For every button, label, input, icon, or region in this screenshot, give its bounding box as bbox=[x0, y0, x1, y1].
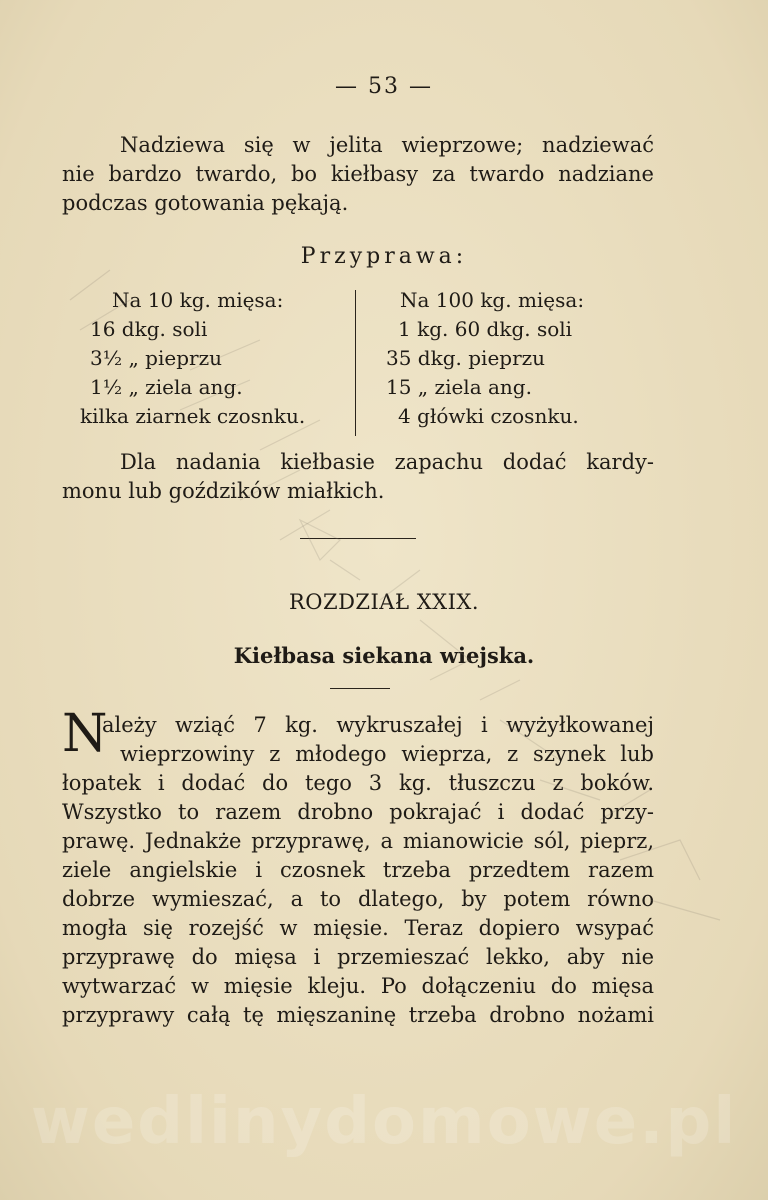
text-line: przyprawę do mięsa i przemieszać lekko, aby nie bbox=[62, 945, 654, 969]
text-line: monu lub goździków miałkich. bbox=[62, 479, 385, 503]
text-line: prawę. Jednakże przyprawę, a mianowicie sól, pieprz, bbox=[62, 829, 654, 853]
column-divider bbox=[355, 290, 356, 436]
seasoning-right-column bbox=[386, 286, 636, 431]
chapter-heading: ROZDZIAŁ XXIX. bbox=[288, 590, 480, 614]
column-line: 3½ „ pieprzu bbox=[90, 346, 223, 370]
text-line: podczas gotowania pękają. bbox=[62, 191, 349, 215]
text-line: mogła się rozejść w mięsie. Teraz dopiero wsypać bbox=[62, 916, 654, 940]
text-line: wieprzowiny z młodego wieprza, z szynek lub bbox=[120, 742, 654, 766]
column-line: Na 10 kg. mięsa: bbox=[112, 288, 284, 312]
column-line: 4 główki czosnku. bbox=[398, 404, 579, 428]
drop-cap: N bbox=[62, 704, 108, 764]
section-rule bbox=[300, 538, 416, 539]
seasoning-heading: Przyprawa: bbox=[300, 244, 468, 269]
column-line: kilka ziarnek czosnku. bbox=[80, 404, 306, 428]
column-line: 15 „ ziela ang. bbox=[386, 375, 532, 399]
text-line: nie bardzo twardo, bo kiełbasy za twardo nadziane bbox=[62, 162, 654, 186]
text-line: dobrze wymieszać, a to dlatego, by potem równo bbox=[62, 887, 654, 911]
column-line: 1 kg. 60 dkg. soli bbox=[398, 317, 573, 341]
text-line: ależy wziąć 7 kg. wykruszałej i wyżyłkowanej bbox=[102, 713, 654, 737]
intro-paragraph bbox=[62, 131, 654, 218]
column-line: 16 dkg. soli bbox=[90, 317, 208, 341]
text-line: wytwarzać w mięsie kleju. Po dołączeniu do mięsa bbox=[62, 974, 654, 998]
text-line: przyprawy całą tę mięszaninę trzeba drobno nożami bbox=[62, 1003, 654, 1027]
text-line: Nadziewa się w jelita wieprzowe; nadziewać bbox=[120, 133, 654, 157]
text-line: Wszystko to razem drobno pokrajać i dodać przy- bbox=[62, 800, 654, 824]
column-line: Na 100 kg. mięsa: bbox=[400, 288, 585, 312]
text-line: Dla nadania kiełbasie zapachu dodać kardy- bbox=[120, 450, 654, 474]
title-rule bbox=[330, 688, 390, 689]
recipe-body bbox=[62, 711, 654, 1030]
text-line: ziele angielskie i czosnek trzeba przedtem razem bbox=[62, 858, 654, 882]
column-line: 35 dkg. pieprzu bbox=[386, 346, 546, 370]
seasoning-left-column bbox=[80, 286, 348, 431]
recipe-title: Kiełbasa siekana wiejska. bbox=[233, 643, 535, 668]
text-line: łopatek i dodać do tego 3 kg. tłuszczu z boków. bbox=[62, 771, 654, 795]
column-line: 1½ „ ziela ang. bbox=[90, 375, 243, 399]
page-number: — 53 — bbox=[335, 74, 433, 99]
watermark: wedlinydomowe.pl bbox=[30, 1085, 738, 1159]
aroma-paragraph bbox=[62, 448, 654, 506]
